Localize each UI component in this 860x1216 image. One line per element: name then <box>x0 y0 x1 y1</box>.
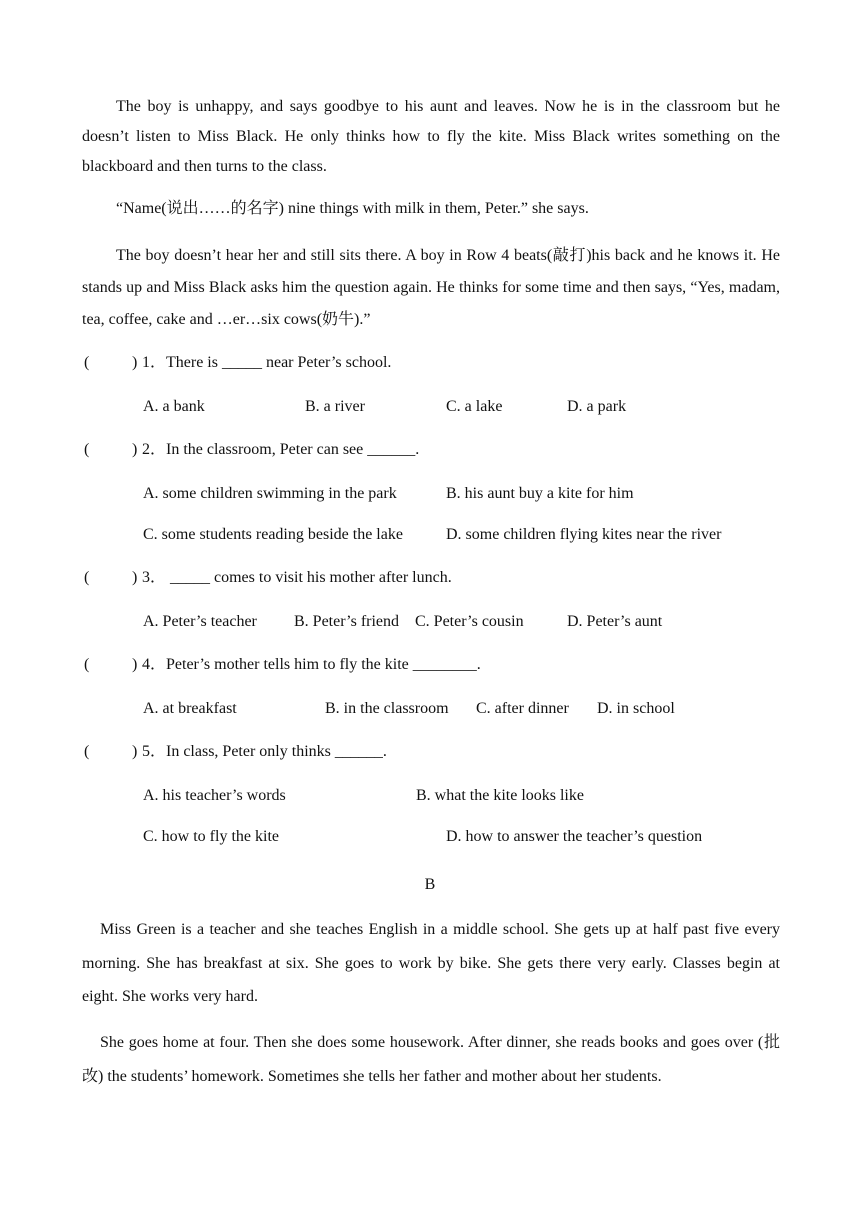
option-d: D. how to answer the teacher’s question <box>446 828 703 845</box>
option-d: D. Peter’s aunt <box>567 613 663 630</box>
option-b: B. what the kite looks like <box>416 787 584 804</box>
answer-blank-open: ( <box>84 441 90 458</box>
passage-a-paragraph-1: The boy is unhappy, and says goodbye to his aunt and leaves. Now he is in the classroom but he doesn’t listen to Miss Black. He only thinks how to fly the kite. Miss Black writes something on the blackboard and then turns to the class. <box>82 98 780 175</box>
answer-blank-close: ) <box>132 656 138 673</box>
answer-blank-open: ( <box>84 743 90 760</box>
question-3 <box>84 566 784 590</box>
option-c: C. a lake <box>446 398 503 415</box>
option-a: A. his teacher’s words <box>143 787 286 804</box>
question-text: 4．Peter’s mother tells him to fly the kite ________. <box>142 656 481 673</box>
option-b: B. Peter’s friend <box>294 613 400 630</box>
option-c: C. some students reading beside the lake <box>143 526 403 543</box>
question-5 <box>84 740 784 764</box>
option-a: A. at breakfast <box>143 700 237 717</box>
option-b: B. his aunt buy a kite for him <box>446 485 634 502</box>
answer-blank-close: ) <box>132 569 138 586</box>
answer-blank-open: ( <box>84 656 90 673</box>
option-d: D. in school <box>597 700 675 717</box>
section-b-heading: B <box>424 876 436 893</box>
answer-blank-open: ( <box>84 569 90 586</box>
question-1 <box>84 351 784 375</box>
answer-blank-close: ) <box>132 441 138 458</box>
option-b: B. a river <box>305 398 365 415</box>
question-2 <box>84 438 784 462</box>
passage-b-paragraph-1: Miss Green is a teacher and she teaches English in a middle school. She gets up at half past five every morning. She has breakfast at six. She goes to work by bike. She gets there very early. Classes begin at eight. She works very hard. <box>82 921 780 1005</box>
answer-blank-close: ) <box>132 743 138 760</box>
question-text: 3． _____ comes to visit his mother after lunch. <box>142 569 452 586</box>
option-d: D. some children flying kites near the river <box>446 526 722 543</box>
option-c: C. after dinner <box>476 700 569 717</box>
question-text: 2．In the classroom, Peter can see ______. <box>142 441 420 458</box>
passage-b-paragraph-2: She goes home at four. Then she does some housework. After dinner, she reads books and goes over (批改) the students’ homework. Sometimes she tells her father and mother about her students. <box>82 1034 780 1085</box>
answer-blank-close: ) <box>132 354 138 371</box>
question-text: 5．In class, Peter only thinks ______. <box>142 743 387 760</box>
option-d: D. a park <box>567 398 627 415</box>
question-4 <box>84 653 784 677</box>
passage-a-paragraph-2: “Name(说出……的名字) nine things with milk in them, Peter.” she says. <box>116 200 589 217</box>
option-a: A. some children swimming in the park <box>143 485 397 502</box>
option-c: C. how to fly the kite <box>143 828 279 845</box>
option-c: C. Peter’s cousin <box>415 613 524 630</box>
option-a: A. Peter’s teacher <box>143 613 257 630</box>
passage-a-paragraph-3: The boy doesn’t hear her and still sits there. A boy in Row 4 beats(敲打)his back and he knows it. He stands up and Miss Black asks him the question again. He thinks for some time and then says, “Yes, madam, tea, coffee, cake and …er…six cows(奶牛).” <box>82 247 780 328</box>
option-b: B. in the classroom <box>325 700 449 717</box>
option-a: A. a bank <box>143 398 205 415</box>
answer-blank-open: ( <box>84 354 90 371</box>
question-text: 1．There is _____ near Peter’s school. <box>142 354 392 371</box>
